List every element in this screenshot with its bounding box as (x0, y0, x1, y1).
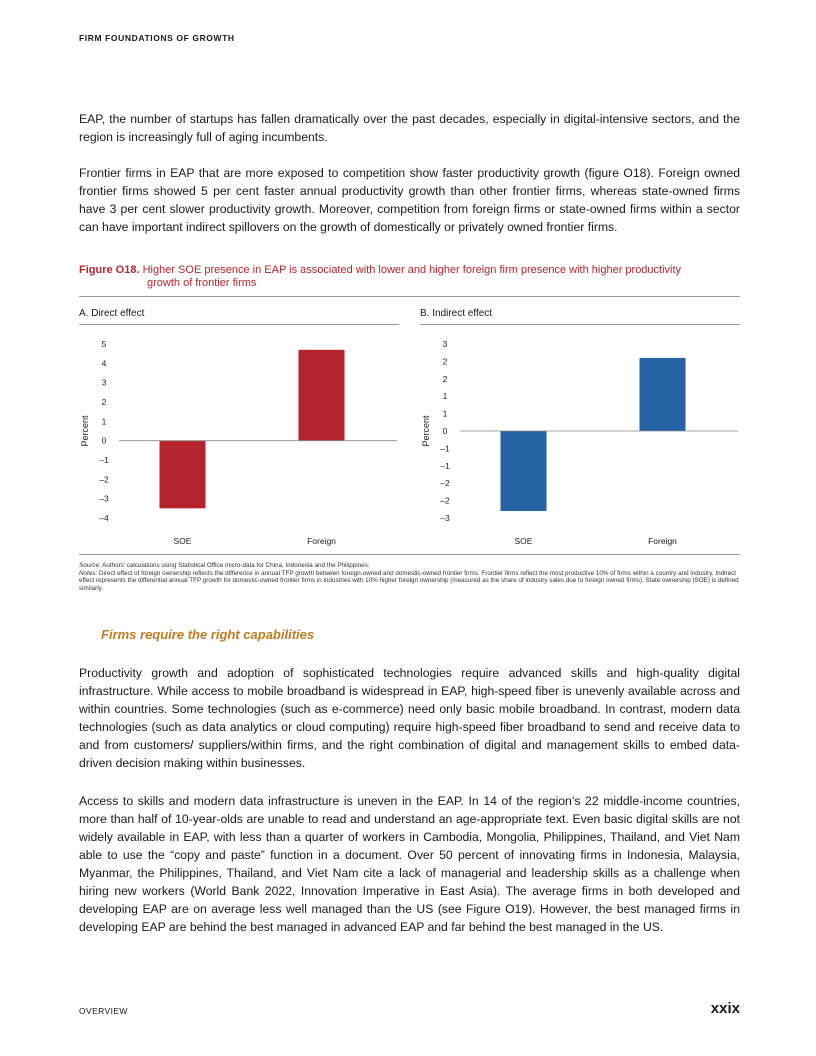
figure-title (79, 264, 740, 290)
y-tick-label: 5 (101, 339, 107, 349)
paragraph-frontier-firms: Frontier firms in EAP that are more exposed to competition show faster productivity growth (figure O18). Foreign owned frontier firms showed 5 per cent faster annual productivity growth than other frontier firms, whereas state-owned firms have 3 per cent slower productivity growth. Moreover, competition from foreign firms or state-owned firms within a sector can have important indirect spillovers on the growth of domestically or privately owned frontier firms. (79, 166, 740, 234)
x-tick-label-soe: SOE (514, 536, 533, 546)
figure-title-line2: growth of frontier firms (147, 277, 257, 289)
y-tick-label: 1 (101, 416, 107, 427)
panel-a-title: A. Direct effect (79, 308, 145, 319)
y-tick-label: –3 (440, 513, 450, 523)
y-tick-label: 0 (101, 435, 107, 446)
paragraph-skills: Access to skills and modern data infrastructure is uneven in the EAP. In 14 of the region’s 22 middle-income countries, more than half of 10-year-olds are unable to read and understand an age-appropriate text. Even basic digital skills are not widely available in EAP, with less than a quarter of workers in Cambodia, Mongolia, Philippines, Thailand, and Viet Nam able to use the “copy and paste” function in a document. Over 50 percent of innovating firms in Indonesia, Malaysia, Myanmar, the Philippines, Thailand, and Viet Nam cite a lack of managerial and leadership skills as a challenge when hiring new workers (World Bank 2022, Innovation Imperative in East Asia). The average firms in both developed and developing EAP are on average less well managed than the US (see Figure O19). However, the best managed firms in developing EAP are behind the best managed in advanced EAP and far behind the best managed in the US. (79, 794, 740, 934)
page-number: xxix (710, 1000, 740, 1017)
bar-soe (160, 441, 206, 509)
y-tick-label: –2 (99, 474, 109, 485)
y-tick-label: 2 (442, 373, 448, 384)
y-tick-label: –1 (440, 443, 450, 454)
y-tick-label: –1 (99, 455, 109, 465)
panel-a-rule (79, 324, 399, 325)
y-tick-label: 0 (442, 426, 448, 436)
y-tick-label: 1 (442, 391, 448, 402)
bar-foreign (299, 350, 345, 441)
bar-soe (501, 431, 547, 511)
y-tick-label: 3 (442, 339, 448, 349)
x-tick-label-foreign: Foreign (648, 536, 677, 546)
chart-indirect-effect (420, 330, 740, 552)
bar-foreign (640, 358, 686, 431)
running-header: FIRM FOUNDATIONS OF GROWTH (79, 33, 235, 43)
y-tick-label: 2 (442, 356, 448, 367)
figure-notes (79, 562, 740, 592)
paragraph-capabilities: Productivity growth and adoption of sophisticated technologies require advanced skills and high-quality digital infrastructure. While access to mobile broadband is widespread in EAP, high-speed fiber is unevenly available across and within countries. Some technologies (such as e-commerce) need only basic mobile broadband. In contrast, modern data technologies (such as data analytics or cloud computing) require high-speed fiber broadband to send and receive data to and from customers/ suppliers/within firms, and the right combination of digital and management skills to embed data-driven decision making within businesses. (79, 666, 740, 770)
figure-notes-text: Notes: Direct effect of foreign ownership reflects the difference in annual TFP growth between foreign-owned and domestic-owned frontier firms. Frontier firms reflect the most productive 10% of firms within a country and industry. Indirect effect represents the differential annual TFP growth for domestic-owned frontier firms in industries with 10% higher foreign ownership (measured as the share of industry sales due to foreign owned firms). State ownership (SOE) is defined similarly. (79, 569, 739, 592)
y-tick-label: 2 (101, 397, 107, 407)
footer-section-label: OVERVIEW (79, 1006, 128, 1016)
figure-source: Source: Authors’ calculations using Statistical Office micro-data for China, Indonesia and the Philippines. (79, 562, 370, 569)
x-tick-label-soe: SOE (173, 536, 192, 546)
panel-b-title: B. Indirect effect (420, 308, 493, 319)
chart-direct-effect (79, 330, 399, 552)
section-heading: Firms require the right capabilities (101, 627, 315, 642)
x-tick-label-foreign: Foreign (307, 536, 336, 546)
y-tick-label: –3 (99, 493, 109, 504)
y-tick-label: 1 (442, 408, 448, 419)
y-tick-label: 3 (101, 377, 107, 388)
paragraph-startups: EAP, the number of startups has fallen dramatically over the past decades, especially in digital-intensive sectors, and the region is increasingly full of aging incumbents. (79, 112, 740, 144)
y-axis-label: Percent (421, 415, 431, 447)
y-tick-label: –2 (440, 495, 450, 506)
y-tick-label: –4 (99, 513, 109, 523)
y-tick-label: –1 (440, 460, 450, 471)
y-axis-label: Percent (80, 415, 90, 447)
figure-bottom-rule (79, 554, 740, 555)
figure-top-rule (79, 296, 740, 297)
figure-title-line1: Higher SOE presence in EAP is associated with lower and higher foreign firm presence with higher productivity (142, 264, 682, 276)
y-tick-label: –2 (440, 478, 450, 489)
y-tick-label: 4 (101, 358, 107, 369)
panel-b-rule (420, 324, 740, 325)
figure-number: Figure O18. (79, 264, 140, 276)
